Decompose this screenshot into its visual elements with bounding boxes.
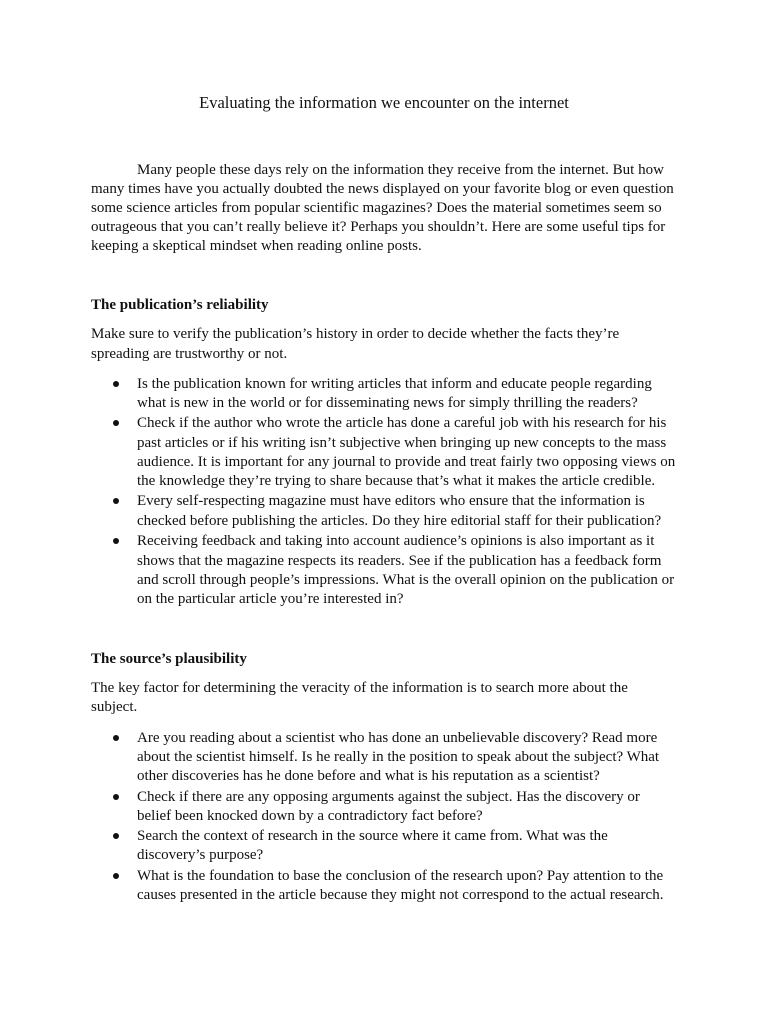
bullet-line: Search the context of research in the source where it came from. What was the [137, 828, 608, 844]
bullet-line: What is the foundation to base the conclusion of the research upon? Pay attention to the [137, 868, 664, 884]
bullet-icon [113, 794, 119, 800]
intro-line: keeping a skeptical mindset when reading online posts. [91, 238, 422, 254]
section-intro-line: spreading are trustworthy or not. [91, 346, 288, 362]
section-intro-line: Make sure to verify the publication’s history in order to decide whether the facts they’re [91, 326, 620, 342]
bullet-line: and scroll through people’s impressions. What is the overall opinion on the publication or [137, 572, 675, 588]
bullet-line: what is new in the world or for disseminating news for simply thrilling the readers? [137, 395, 638, 411]
bullet-icon [113, 381, 119, 387]
bullet-icon [113, 498, 119, 504]
section-heading-source-plausibility: The source’s plausibility [91, 651, 247, 667]
bullet-line: past articles or if his writing isn’t subjective when bringing up new concepts to the mass [137, 435, 667, 451]
document-title: Evaluating the information we encounter on the internet [199, 93, 569, 112]
bullet-icon [113, 420, 119, 426]
bullet-line: about the scientist himself. Is he really in the position to speak about the subject? What [137, 749, 660, 765]
intro-line: some science articles from popular scientific magazines? Does the material sometimes seem so [91, 200, 662, 216]
bullet-line: audience. It is important for any journal to provide and treat fairly two opposing views on [137, 454, 676, 470]
bullet-line: Is the publication known for writing articles that inform and educate people regarding [137, 376, 652, 392]
bullet-line: Check if the author who wrote the article has done a careful job with his research for his [137, 415, 667, 431]
bullet-line: checked before publishing the articles. Do they hire editorial staff for their publication? [137, 513, 662, 529]
bullet-line: belief been knocked down by a contradictory fact before? [137, 808, 483, 824]
section-heading-publication-reliability: The publication’s reliability [91, 297, 269, 313]
bullet-icon [113, 833, 119, 839]
section-intro-line: subject. [91, 699, 138, 715]
bullet-line: Receiving feedback and taking into account audience’s opinions is also important as it [137, 533, 655, 549]
intro-line: Many people these days rely on the information they receive from the internet. But how [137, 162, 664, 178]
section-intro-line: The key factor for determining the veracity of the information is to search more about the [91, 680, 628, 696]
intro-line: outrageous that you can’t really believe it? Perhaps you shouldn’t. Here are some useful tips for [91, 219, 666, 235]
bullet-line: other discoveries has he done before and what is his reputation as a scientist? [137, 768, 600, 784]
bullet-line: shows that the magazine respects its readers. See if the publication has a feedback form [137, 553, 662, 569]
bullet-line: Are you reading about a scientist who has done an unbelievable discovery? Read more [137, 730, 658, 746]
bullet-line: Every self-respecting magazine must have editors who ensure that the information is [137, 493, 645, 509]
bullet-line: Check if there are any opposing arguments against the subject. Has the discovery or [137, 789, 640, 805]
bullet-line: the knowledge they’re trying to share because that’s what it makes the article credible. [137, 473, 656, 489]
intro-line: many times have you actually doubted the news displayed on your favorite blog or even question [91, 181, 674, 197]
bullet-icon [113, 873, 119, 879]
bullet-line: on the particular article you’re interested in? [137, 591, 404, 607]
bullet-line: causes presented in the article because they might not correspond to the actual research. [137, 887, 664, 903]
bullet-icon [113, 735, 119, 741]
bullet-icon [113, 538, 119, 544]
bullet-line: discovery’s purpose? [137, 847, 264, 863]
